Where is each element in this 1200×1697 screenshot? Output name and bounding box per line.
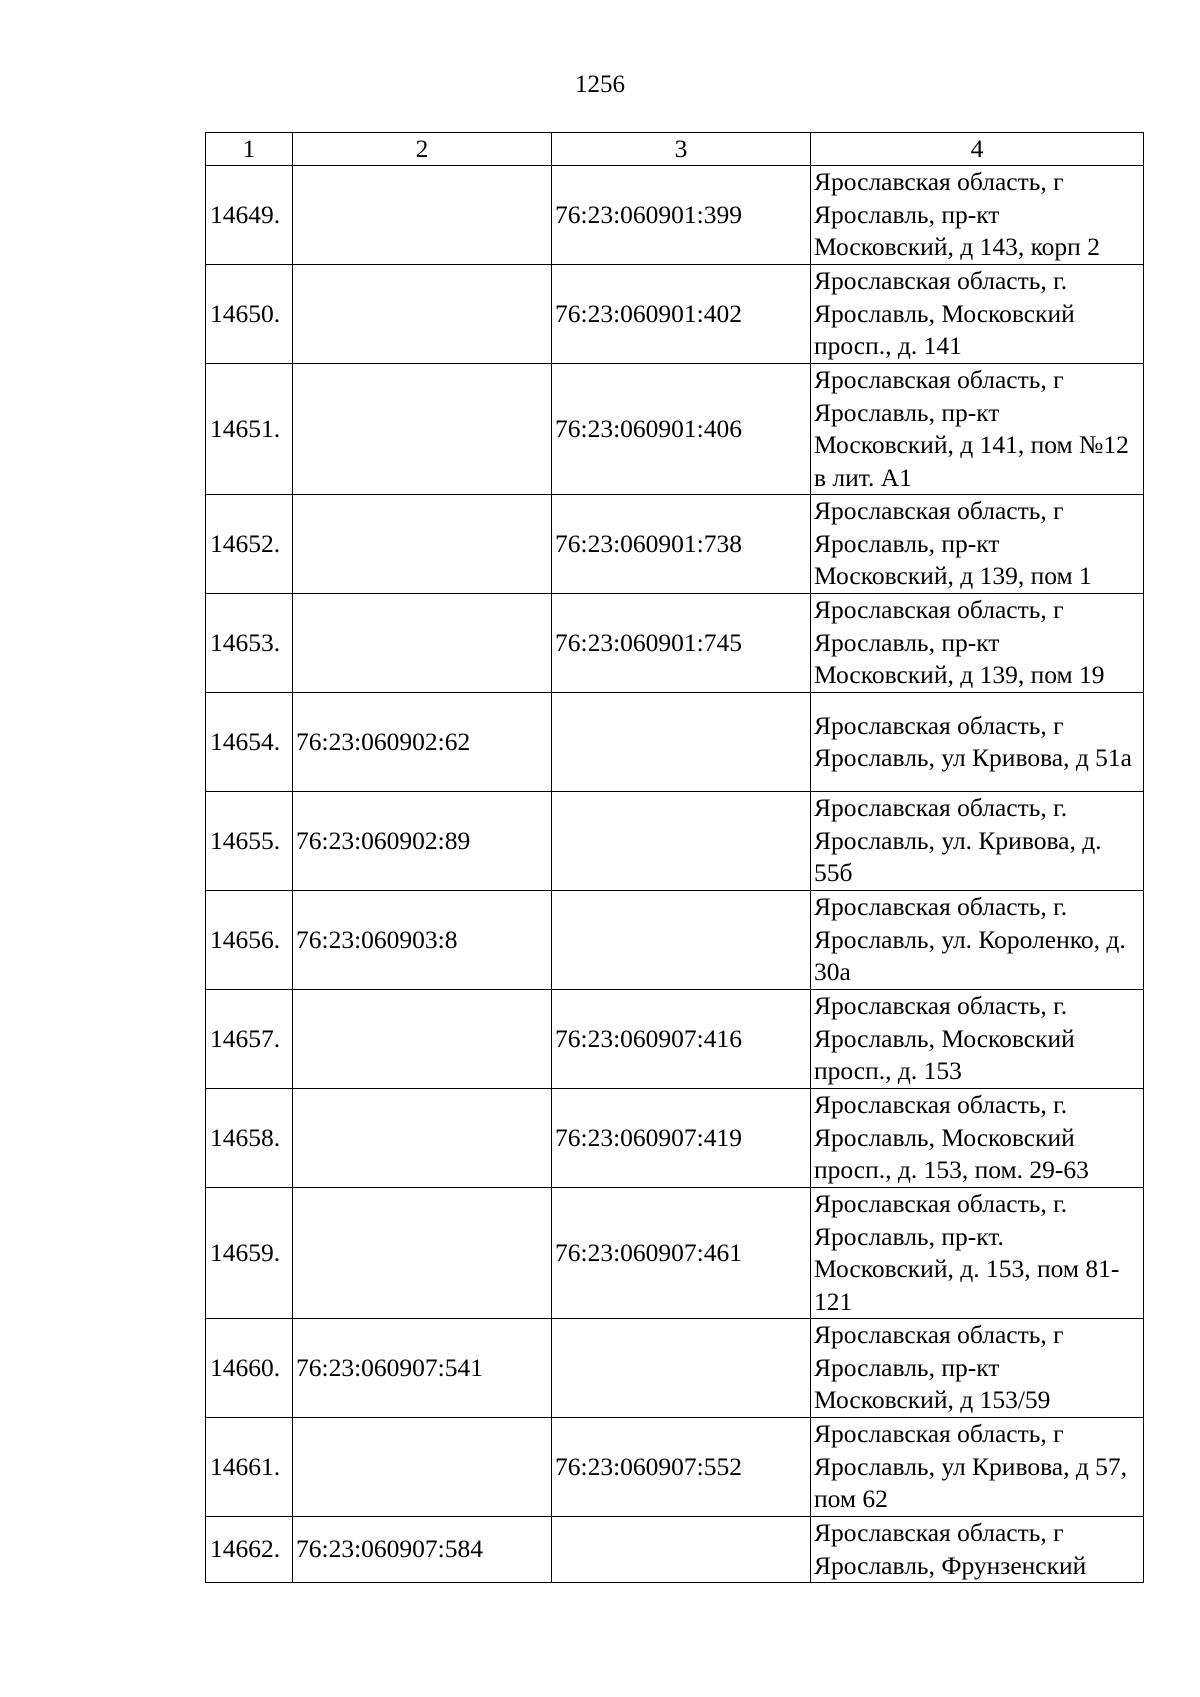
row-number: 14649. (206, 166, 293, 265)
cadastral-number-col3 (552, 693, 811, 792)
address-cell: Ярославская область, г Ярославль, ул Кривова, д 57, пом 62 (811, 1418, 1144, 1517)
column-header-2: 2 (293, 133, 552, 166)
cadastral-number-col2 (293, 594, 552, 693)
table-row (206, 792, 1144, 891)
row-number: 14652. (206, 495, 293, 594)
address-cell: Ярославская область, г Ярославль, пр-кт Московский, д 153/59 (811, 1319, 1144, 1418)
row-number: 14659. (206, 1188, 293, 1319)
cadastral-number-col3: 76:23:060907:552 (552, 1418, 811, 1517)
table-row (206, 891, 1144, 990)
cadastral-number-col3: 76:23:060901:402 (552, 265, 811, 364)
table-row (206, 693, 1144, 792)
cadastral-number-col2 (293, 1089, 552, 1188)
table-row (206, 495, 1144, 594)
row-number: 14656. (206, 891, 293, 990)
cadastral-number-col2: 76:23:060902:62 (293, 693, 552, 792)
row-number: 14651. (206, 364, 293, 495)
row-number: 14658. (206, 1089, 293, 1188)
address-cell: Ярославская область, г. Ярославль, Московский просп., д. 153, пом. 29-63 (811, 1089, 1144, 1188)
table-row (206, 1188, 1144, 1319)
cadastral-number-col2 (293, 495, 552, 594)
table-header-row (206, 133, 1144, 166)
row-number: 14650. (206, 265, 293, 364)
cadastral-number-col3 (552, 891, 811, 990)
table-row (206, 1089, 1144, 1188)
cadastral-number-col3 (552, 1517, 811, 1583)
registry-table (205, 132, 1144, 1583)
cadastral-number-col2: 76:23:060907:584 (293, 1517, 552, 1583)
column-header-4: 4 (811, 133, 1144, 166)
row-number: 14662. (206, 1517, 293, 1583)
column-header-1: 1 (206, 133, 293, 166)
cadastral-number-col3: 76:23:060907:419 (552, 1089, 811, 1188)
row-number: 14661. (206, 1418, 293, 1517)
address-cell: Ярославская область, г Ярославль, пр-кт Московский, д 143, корп 2 (811, 166, 1144, 265)
address-cell: Ярославская область, г. Ярославль, пр-кт. Московский, д. 153, пом 81-121 (811, 1188, 1144, 1319)
cadastral-number-col2: 76:23:060907:541 (293, 1319, 552, 1418)
table-row (206, 990, 1144, 1089)
table-row (206, 364, 1144, 495)
cadastral-number-col2 (293, 364, 552, 495)
cadastral-number-col2: 76:23:060903:8 (293, 891, 552, 990)
address-cell: Ярославская область, г Ярославль, Фрунзенский (811, 1517, 1144, 1583)
cadastral-number-col3: 76:23:060901:406 (552, 364, 811, 495)
address-cell: Ярославская область, г. Ярославль, Московский просп., д. 141 (811, 265, 1144, 364)
cadastral-number-col3: 76:23:060901:399 (552, 166, 811, 265)
cadastral-number-col3: 76:23:060901:738 (552, 495, 811, 594)
cadastral-number-col2 (293, 1188, 552, 1319)
cadastral-number-col2: 76:23:060902:89 (293, 792, 552, 891)
address-cell: Ярославская область, г. Ярославль, Московский просп., д. 153 (811, 990, 1144, 1089)
table-row (206, 594, 1144, 693)
table-row (206, 1319, 1144, 1418)
cadastral-number-col3: 76:23:060907:416 (552, 990, 811, 1089)
column-header-3: 3 (552, 133, 811, 166)
row-number: 14660. (206, 1319, 293, 1418)
cadastral-number-col2 (293, 990, 552, 1089)
address-cell: Ярославская область, г Ярославль, ул Кривова, д 51а (811, 693, 1144, 792)
table-row (206, 166, 1144, 265)
address-cell: Ярославская область, г. Ярославль, ул. Кривова, д. 55б (811, 792, 1144, 891)
table-row (206, 1418, 1144, 1517)
cadastral-number-col3 (552, 1319, 811, 1418)
row-number: 14655. (206, 792, 293, 891)
row-number: 14654. (206, 693, 293, 792)
cadastral-number-col2 (293, 265, 552, 364)
address-cell: Ярославская область, г Ярославль, пр-кт Московский, д 139, пом 1 (811, 495, 1144, 594)
row-number: 14657. (206, 990, 293, 1089)
table-row (206, 1517, 1144, 1583)
address-cell: Ярославская область, г Ярославль, пр-кт Московский, д 141, пом №12 в лит. А1 (811, 364, 1144, 495)
page-number: 1256 (575, 71, 625, 98)
cadastral-number-col3: 76:23:060901:745 (552, 594, 811, 693)
row-number: 14653. (206, 594, 293, 693)
cadastral-number-col2 (293, 166, 552, 265)
cadastral-number-col3: 76:23:060907:461 (552, 1188, 811, 1319)
cadastral-number-col3 (552, 792, 811, 891)
address-cell: Ярославская область, г. Ярославль, ул. Короленко, д. 30а (811, 891, 1144, 990)
cadastral-number-col2 (293, 1418, 552, 1517)
address-cell: Ярославская область, г Ярославль, пр-кт Московский, д 139, пом 19 (811, 594, 1144, 693)
table-row (206, 265, 1144, 364)
